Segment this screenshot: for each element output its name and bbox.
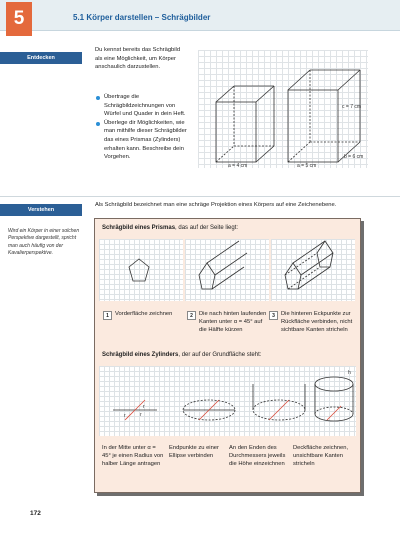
- cylinder-grid: [99, 366, 356, 436]
- cube-edge-label: a = 4 cm: [228, 163, 248, 169]
- height-label: h: [348, 370, 351, 376]
- step-number: 3: [269, 311, 278, 320]
- discover-task: Überlege dir Möglichkeiten, wie man mithilfe dieser Schrägbilder das eines Prismas (Zylinders) erhalten kann. Beschreibe dein Vorgehen.: [95, 119, 187, 162]
- cuboid-edge-a-label: a = 5 cm: [297, 163, 317, 169]
- method-box: [94, 218, 361, 493]
- side-note: Wird ein Körper in einer solchen Perspektive dargestellt, spricht man auch häufig von der Kavalierperspektive.: [8, 228, 80, 257]
- prism-step-text: Die hinteren Eckpunkte zur Rückfläche verbinden, nicht sichtbare Kanten stricheln: [281, 311, 353, 333]
- prism-step-text: Vorderfläche zeichnen: [115, 311, 173, 317]
- cylinder-step-text: Endpunkte zu einer Ellipse verbinden: [169, 445, 219, 459]
- prism-step3-drawing: [271, 239, 355, 301]
- cuboid-edge-b-label: b = 6 cm: [344, 154, 364, 160]
- cylinder-heading: Schrägbild eines Zylinders, der auf der Grundfläche steht:: [102, 352, 262, 358]
- page-number: 172: [30, 510, 41, 517]
- discover-task-list: [95, 93, 187, 162]
- prism-step-text: Die nach hinten laufenden Kanten unter α = 45° auf die Hälfte kürzen: [199, 311, 267, 333]
- cylinder-steps-drawing: [99, 366, 356, 436]
- discover-task: Übertrage die Schrägbildzeichnungen von Würfel und Quader in dein Heft.: [95, 93, 187, 119]
- cylinder-step-text: In der Mitte unter α = 45° je einen Radius von halber Länge antragen: [102, 445, 164, 467]
- definition-text: Als Schrägbild bezeichnet man eine schräge Projektion eines Körpers auf eine Zeichenebene.: [95, 202, 337, 208]
- prism-step2-drawing: [185, 239, 269, 301]
- understand-label: Verstehen: [0, 204, 82, 216]
- prism-step1-grid: [99, 239, 183, 301]
- radius-label: r: [143, 404, 145, 410]
- radius-label: r: [124, 413, 126, 419]
- section-title: 5.1 Körper darstellen – Schrägbilder: [73, 13, 211, 22]
- radius-label: r: [140, 412, 142, 418]
- cuboid-drawing: [288, 70, 360, 162]
- step-number: 2: [187, 311, 196, 320]
- cylinder-step-text: Deckfläche zeichnen, unsichtbare Kanten stricheln: [293, 445, 349, 467]
- chapter-badge: 5: [6, 2, 32, 36]
- prism-step3-grid: [271, 239, 355, 301]
- prism-step2-grid: [185, 239, 269, 301]
- discover-intro: Du kennst bereits das Schrägbild als eine Möglichkeit, um Körper anschaulich darzustellen.: [95, 47, 181, 71]
- cube-drawing: [216, 86, 274, 162]
- prism-step1-drawing: [99, 239, 183, 301]
- prism-heading: Schrägbild eines Prismas, das auf der Seite liegt:: [102, 225, 239, 231]
- section-divider: [0, 196, 400, 197]
- cuboid-edge-c-label: c = 7 cm: [342, 104, 362, 110]
- discover-figure-grid: [198, 50, 368, 168]
- step-number: 1: [103, 311, 112, 320]
- cylinder-step-text: An den Enden des Durchmessers jeweils die Höhe einzeichnen: [229, 445, 286, 467]
- discover-label: Entdecken: [0, 52, 82, 64]
